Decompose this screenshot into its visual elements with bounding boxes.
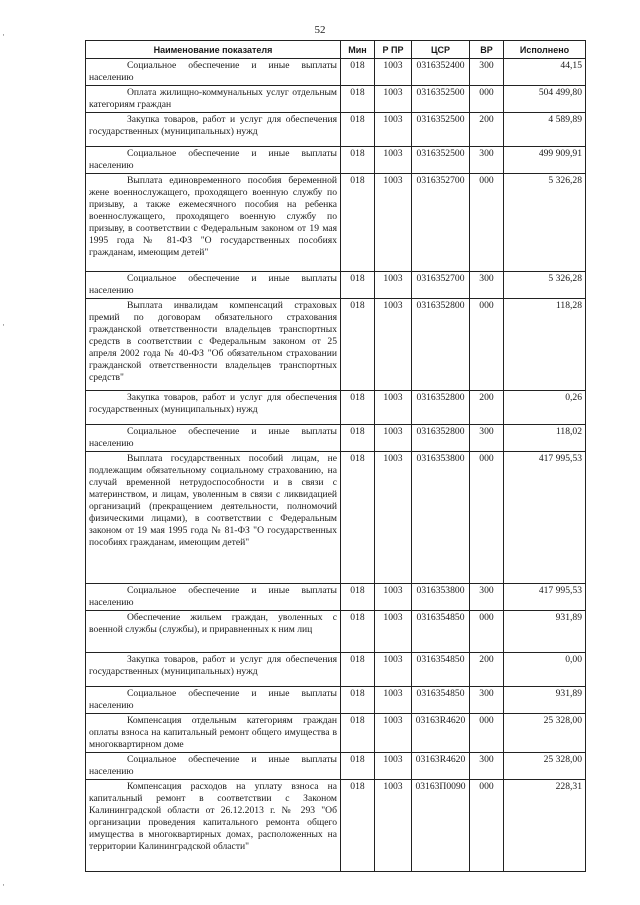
row-csr: 0316354850	[412, 653, 470, 687]
row-csr: 0316352800	[412, 299, 470, 391]
row-name: Выплата государственных пособий лицам, не подлежащим обязательному социальному страхованию, на случай временной нетрудоспособности и в связи с материнством, и лицам, уволенным в связи с ликвидацией организаций (прекращением деятельности, полномочий физическими лицами), в соответствии с Федеральным законом от 19 мая 1995 года № 81-ФЗ "О государственных пособиях гражданам, имеющим детей"	[86, 452, 341, 584]
row-rpr: 1003	[375, 714, 412, 753]
row-vr: 000	[470, 174, 504, 272]
row-vr: 000	[470, 86, 504, 113]
row-name: Социальное обеспечение и иные выплаты населению	[86, 687, 341, 714]
row-csr: 0316352800	[412, 391, 470, 425]
row-vr: 300	[470, 584, 504, 611]
row-name: Оплата жилищно-коммунальных услуг отдельным категориям граждан	[86, 86, 341, 113]
row-name: Социальное обеспечение и иные выплаты населению	[86, 753, 341, 780]
table-row	[86, 653, 586, 687]
table-row	[86, 147, 586, 174]
row-csr: 0316352500	[412, 86, 470, 113]
table-header-row	[86, 41, 586, 59]
row-min: 018	[341, 780, 375, 872]
margin-mark: ·	[2, 880, 5, 890]
row-vr: 300	[470, 59, 504, 86]
row-done: 0,26	[504, 391, 586, 425]
row-min: 018	[341, 753, 375, 780]
row-name: Социальное обеспечение и иные выплаты населению	[86, 584, 341, 611]
col-header-done: Исполнено	[504, 41, 586, 59]
row-vr: 000	[470, 299, 504, 391]
row-vr: 300	[470, 687, 504, 714]
table-row	[86, 174, 586, 272]
row-name: Выплата единовременного пособия беременной жене военнослужащего, проходящего военную службу по призыву, а также ежемесячного пособия на ребенка военнослужащего, проходящего военную службу по призыву, в соответствии с Федеральным законом от 19 мая 1995 года № 81-ФЗ "О государственных пособиях гражданам, имеющим детей"	[86, 174, 341, 272]
row-min: 018	[341, 86, 375, 113]
row-vr: 000	[470, 780, 504, 872]
row-min: 018	[341, 174, 375, 272]
col-header-name: Наименование показателя	[86, 41, 341, 59]
row-min: 018	[341, 687, 375, 714]
margin-mark: ·	[2, 320, 5, 330]
col-header-min: Мин	[341, 41, 375, 59]
margin-mark: ·	[2, 30, 5, 40]
row-name: Закупка товаров, работ и услуг для обеспечения государственных (муниципальных) нужд	[86, 653, 341, 687]
row-name: Закупка товаров, работ и услуг для обеспечения государственных (муниципальных) нужд	[86, 113, 341, 147]
row-vr: 200	[470, 391, 504, 425]
row-done: 228,31	[504, 780, 586, 872]
row-done: 417 995,53	[504, 452, 586, 584]
row-name: Компенсация расходов на уплату взноса на капитальный ремонт в соответствии с Законом Калининградской области от 26.12.2013 г. № 293 "Об организации проведения капитального ремонта общего имущества в многоквартирных домах, расположенных на территории Калининградской области"	[86, 780, 341, 872]
table-body	[86, 59, 586, 872]
row-rpr: 1003	[375, 425, 412, 452]
row-done: 44,15	[504, 59, 586, 86]
table-row	[86, 584, 586, 611]
table-row	[86, 59, 586, 86]
row-csr: 0316352700	[412, 272, 470, 299]
row-min: 018	[341, 299, 375, 391]
row-min: 018	[341, 425, 375, 452]
row-rpr: 1003	[375, 59, 412, 86]
table-row	[86, 391, 586, 425]
col-header-vr: ВР	[470, 41, 504, 59]
row-rpr: 1003	[375, 653, 412, 687]
row-csr: 03163R4620	[412, 753, 470, 780]
row-min: 018	[341, 452, 375, 584]
row-name: Социальное обеспечение и иные выплаты населению	[86, 59, 341, 86]
row-csr: 03163R4620	[412, 714, 470, 753]
row-min: 018	[341, 272, 375, 299]
row-done: 118,02	[504, 425, 586, 452]
row-csr: 0316352500	[412, 147, 470, 174]
row-vr: 000	[470, 611, 504, 653]
row-rpr: 1003	[375, 299, 412, 391]
row-vr: 200	[470, 653, 504, 687]
row-name: Социальное обеспечение и иные выплаты населению	[86, 147, 341, 174]
table-row	[86, 687, 586, 714]
row-min: 018	[341, 611, 375, 653]
table-row	[86, 272, 586, 299]
row-done: 504 499,80	[504, 86, 586, 113]
row-vr: 200	[470, 113, 504, 147]
row-csr: 0316354850	[412, 611, 470, 653]
row-done: 931,89	[504, 611, 586, 653]
row-done: 118,28	[504, 299, 586, 391]
row-min: 018	[341, 391, 375, 425]
row-name: Закупка товаров, работ и услуг для обеспечения государственных (муниципальных) нужд	[86, 391, 341, 425]
row-min: 018	[341, 653, 375, 687]
row-done: 25 328,00	[504, 714, 586, 753]
row-rpr: 1003	[375, 391, 412, 425]
col-header-csr: ЦСР	[412, 41, 470, 59]
row-done: 417 995,53	[504, 584, 586, 611]
row-rpr: 1003	[375, 174, 412, 272]
row-done: 4 589,89	[504, 113, 586, 147]
page-number: 52	[314, 24, 326, 36]
row-rpr: 1003	[375, 113, 412, 147]
table-row	[86, 780, 586, 872]
table-row	[86, 299, 586, 391]
row-vr: 300	[470, 753, 504, 780]
row-done: 5 326,28	[504, 272, 586, 299]
row-rpr: 1003	[375, 86, 412, 113]
row-csr: 0316352800	[412, 425, 470, 452]
row-vr: 300	[470, 147, 504, 174]
row-min: 018	[341, 59, 375, 86]
row-rpr: 1003	[375, 584, 412, 611]
row-done: 499 909,91	[504, 147, 586, 174]
row-csr: 0316352700	[412, 174, 470, 272]
row-name: Обеспечение жильем граждан, уволенных с военной службы (службы), и приравненных к ним лиц	[86, 611, 341, 653]
row-min: 018	[341, 147, 375, 174]
row-done: 25 328,00	[504, 753, 586, 780]
row-done: 931,89	[504, 687, 586, 714]
row-csr: 0316353800	[412, 584, 470, 611]
table-row	[86, 113, 586, 147]
table-row	[86, 753, 586, 780]
row-csr: 03163П0090	[412, 780, 470, 872]
row-name: Компенсация отдельным категориям граждан оплаты взноса на капитальный ремонт общего имущества в многоквартирном доме	[86, 714, 341, 753]
table-row	[86, 86, 586, 113]
row-rpr: 1003	[375, 452, 412, 584]
budget-table	[85, 40, 586, 872]
row-vr: 300	[470, 425, 504, 452]
table-row	[86, 714, 586, 753]
row-rpr: 1003	[375, 753, 412, 780]
table-row	[86, 452, 586, 584]
row-name: Выплата инвалидам компенсаций страховых премий по договорам обязательного страхования гражданской ответственности владельцев транспортных средств в соответствии с Федеральным законом от 25 апреля 2002 года № 40-ФЗ "Об обязательном страховании гражданской ответственности владельцев транспортных средств"	[86, 299, 341, 391]
row-name: Социальное обеспечение и иные выплаты населению	[86, 425, 341, 452]
row-min: 018	[341, 584, 375, 611]
row-done: 5 326,28	[504, 174, 586, 272]
row-vr: 000	[470, 714, 504, 753]
row-csr: 0316352500	[412, 113, 470, 147]
row-csr: 0316354850	[412, 687, 470, 714]
row-min: 018	[341, 113, 375, 147]
row-min: 018	[341, 714, 375, 753]
row-name: Социальное обеспечение и иные выплаты населению	[86, 272, 341, 299]
row-rpr: 1003	[375, 687, 412, 714]
row-rpr: 1003	[375, 611, 412, 653]
col-header-rpr: Р ПР	[375, 41, 412, 59]
row-vr: 000	[470, 452, 504, 584]
row-done: 0,00	[504, 653, 586, 687]
row-rpr: 1003	[375, 147, 412, 174]
row-rpr: 1003	[375, 272, 412, 299]
table-row	[86, 425, 586, 452]
row-vr: 300	[470, 272, 504, 299]
row-rpr: 1003	[375, 780, 412, 872]
table-row	[86, 611, 586, 653]
row-csr: 0316353800	[412, 452, 470, 584]
row-csr: 0316352400	[412, 59, 470, 86]
